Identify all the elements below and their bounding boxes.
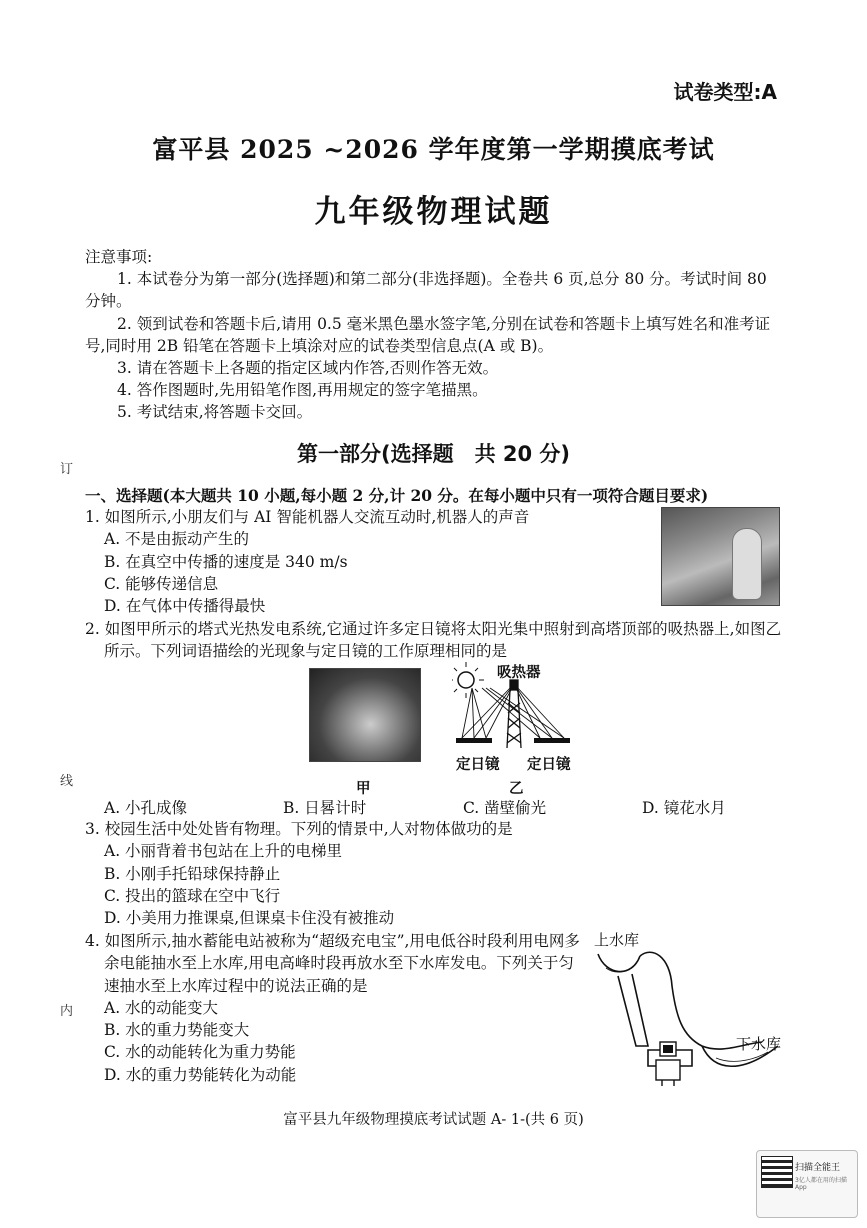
sun-icon xyxy=(452,662,484,698)
note-item: 4. 答作图题时,先用铅笔作图,再用规定的签字笔描黑。 xyxy=(117,381,488,400)
penstock xyxy=(618,974,648,1046)
mirror-label-left: 定日镜 xyxy=(456,757,500,773)
question-stem: 2. 如图甲所示的塔式光热发电系统,它通过许多定日镜将太阳光集中照射到高塔顶部的吸热器上,如图乙所示。下列词语描绘的光现象与定日镜的工作原理相同的是 xyxy=(85,620,782,661)
scanner-name: 扫描全能王 xyxy=(795,1163,841,1173)
option-a: A. 小丽背着书包站在上升的电梯里 xyxy=(104,842,343,861)
option-c: C. 能够传递信息 xyxy=(104,574,219,593)
scanner-badge xyxy=(756,1150,858,1218)
binding-margin-mark: 订 xyxy=(60,462,74,477)
robot-photo xyxy=(661,507,780,606)
option-b: B. 在真空中传播的速度是 340 m/s xyxy=(104,552,348,571)
upper-reservoir-label: 上水库 xyxy=(594,931,640,949)
note-item: 5. 考试结束,将答题卡交回。 xyxy=(117,403,313,422)
option-c: C. 凿壁偷光 xyxy=(463,799,547,817)
section-heading: 一、选择题(本大题共 10 小题,每小题 2 分,计 20 分。在每小题中只有一项符合题目要求) xyxy=(85,486,709,505)
light-rays xyxy=(462,686,564,738)
option-c: C. 水的动能转化为重力势能 xyxy=(104,1043,296,1062)
option-a: A. 小孔成像 xyxy=(104,799,188,817)
figure-b-caption: 乙 xyxy=(509,781,524,797)
upper-reservoir xyxy=(598,954,640,972)
note-item: 2. 领到试卷和答题卡后,请用 0.5 毫米黑色墨水签字笔,分别在试卷和答题卡上填写姓名和准考证号,同时用 2B 铅笔在答题卡上填涂对应的试卷类型信息点(A 或 B)。 xyxy=(85,314,771,355)
option-a: A. 水的动能变大 xyxy=(104,998,219,1017)
option-a: A. 不是由振动产生的 xyxy=(104,530,250,549)
pumped-storage-diagram xyxy=(592,946,788,1090)
option-b: B. 小刚手托铅球保持静止 xyxy=(104,864,281,883)
absorber-label: 吸热器 xyxy=(497,665,541,681)
page-footer: 富平县九年级物理摸底考试试题 A- 1-(共 6 页) xyxy=(283,1112,584,1128)
question-4 xyxy=(85,930,582,1086)
paper-type-label: 试卷类型:A xyxy=(673,80,777,104)
subject-title: 九年级物理试题 xyxy=(314,194,553,230)
binding-margin-mark: 内 xyxy=(60,1004,74,1019)
mirror-label-right: 定日镜 xyxy=(527,757,571,773)
notes-heading: 注意事项: xyxy=(85,248,153,266)
option-c: C. 投出的篮球在空中飞行 xyxy=(104,886,281,905)
binding-margin-mark: 线 xyxy=(60,774,74,789)
question-2 xyxy=(85,618,785,663)
option-d: D. 镜花水月 xyxy=(642,799,726,817)
question-stem: 3. 校园生活中处处皆有物理。下列的情景中,人对物体做功的是 xyxy=(85,820,513,838)
note-item: 3. 请在答题卡上各题的指定区域内作答,否则作答无效。 xyxy=(117,359,499,378)
lower-reservoir-label: 下水库 xyxy=(736,1035,782,1053)
option-d: D. 在气体中传播得最快 xyxy=(104,597,266,616)
option-b: B. 水的重力势能变大 xyxy=(104,1021,250,1040)
exam-title: 富平县 2025 ~2026 学年度第一学期摸底考试 xyxy=(152,135,715,164)
question-2-options xyxy=(104,796,784,818)
option-d: D. 水的重力势能转化为动能 xyxy=(104,1065,297,1084)
note-item: 1. 本试卷分为第一部分(选择题)和第二部分(非选择题)。全卷共 6 页,总分 80 分。考试时间 80 分钟。 xyxy=(85,270,767,311)
notes-section xyxy=(85,246,785,424)
qr-code-icon xyxy=(761,1156,793,1188)
solar-tower-photo xyxy=(309,668,421,762)
question-stem: 1. 如图所示,小朋友们与 AI 智能机器人交流互动时,机器人的声音 xyxy=(85,508,530,526)
question-3 xyxy=(85,818,785,929)
option-b: B. 日晷计时 xyxy=(283,799,367,817)
figure-a-caption: 甲 xyxy=(356,781,371,797)
robot-figure xyxy=(732,528,762,600)
question-stem: 4. 如图所示,抽水蓄能电站被称为“超级充电宝”,用电低谷时段利用电网多余电能抽水至上水库,用电高峰时段再放水至下水库发电。下列关于匀速抽水至上水库过程中的说法正确的是 xyxy=(85,932,580,995)
part-one-title: 第一部分(选择题 共 20 分) xyxy=(296,442,571,466)
pump-station xyxy=(656,1042,680,1086)
option-d: D. 小美用力推课桌,但课桌卡住没有被推动 xyxy=(104,909,395,928)
question-1 xyxy=(85,506,645,617)
scanner-subtitle: 3亿人都在用的扫描App xyxy=(795,1177,847,1191)
